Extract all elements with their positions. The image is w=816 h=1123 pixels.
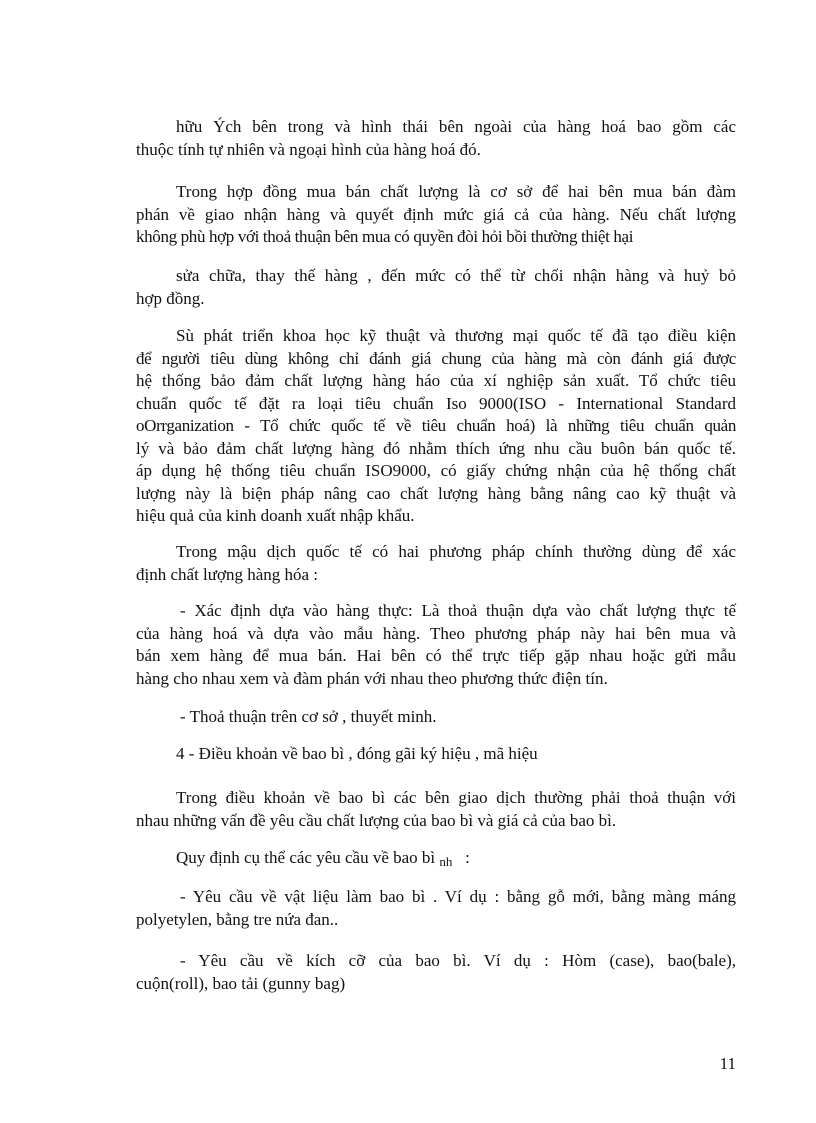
text-line: - Thoả thuận trên cơ sở , thuyết minh. (180, 707, 437, 726)
text-line: lý và bảo đảm chất lượng hàng đó nhằm thích ứng nhu cầu buôn bán quốc tế. (136, 438, 736, 458)
text-line: nhau những vấn đề yêu cầu chất lượng của bao bì và giá cả của bao bì. (136, 810, 617, 830)
text-line: hàng cho nhau xem và đàm phán với nhau theo phương thức điện tín. (136, 668, 608, 688)
text-line: phán về giao nhận hàng và quyết định mức giá cả của hàng. Nếu chất lượng (136, 204, 736, 224)
text-tail: : (465, 848, 470, 867)
text-main: Quy định cụ thể các yêu cầu về bao bì (176, 848, 436, 867)
paragraph-1 (136, 116, 736, 161)
text-line (176, 847, 470, 871)
paragraph-3 (136, 265, 736, 310)
section-heading-4 (176, 743, 538, 766)
page-number: 11 (719, 1054, 736, 1073)
paragraph-6 (136, 600, 736, 690)
text-line: sửa chữa, thay thế hàng , đến mức có thể từ chối nhận hàng và huỷ bỏ (176, 266, 736, 285)
text-line: Trong điều khoản về bao bì các bên giao dịch thường phải thoả thuận với (176, 788, 736, 807)
text-subscript: nh (439, 854, 453, 869)
heading-text: 4 - Điều khoản về bao bì , đóng gãi ký hiệu , mã hiệu (176, 744, 538, 763)
text-line: chuẩn quốc tế đặt ra loại tiêu chuẩn Iso 9000(ISO - International Standard (136, 393, 736, 413)
paragraph-11 (136, 950, 736, 995)
text-line: thuộc tính tự nhiên và ngoại hình của hàng hoá đó. (136, 139, 481, 159)
text-line: - Yêu cầu về kích cỡ của bao bì. Ví dụ : Hòm (case), bao(bale), (180, 951, 736, 970)
paragraph-7 (180, 706, 437, 729)
text-line: bán xem hàng để mua bán. Hai bên có thể trực tiếp gặp nhau hoặc gửi mẫu (136, 646, 736, 665)
text-line: polyetylen, bằng tre nứa đan.. (136, 909, 339, 929)
text-line: không phù hợp với thoả thuận bên mua có quyền đòi hỏi bồi thường thiệt hại (136, 227, 634, 246)
text-line: - Yêu cầu về vật liệu làm bao bì . Ví dụ : bằng gỗ mới, bằng màng máng (180, 887, 736, 906)
text-line: Sù phát triển khoa học kỹ thuật và thương mại quốc tế đã tạo điều kiện (176, 326, 736, 345)
text-line: hiệu quả của kinh doanh xuất nhập khẩu. (136, 506, 415, 525)
text-line: - Xác định dựa vào hàng thực: Là thoả thuận dựa vào chất lượng thực tế (180, 601, 736, 620)
paragraph-10 (136, 886, 736, 931)
paragraph-8 (136, 787, 736, 832)
text-line: hợp đồng. (136, 288, 205, 308)
text-line: hệ thống bảo đảm chất lượng hàng háo của xí nghiệp sản xuất. Tổ chức tiêu (136, 371, 736, 390)
text-line: định chất lượng hàng hóa : (136, 564, 319, 584)
text-line: áp dụng hệ thống tiêu chuẩn ISO9000, có giấy chứng nhận của hệ thống chất (136, 461, 736, 480)
paragraph-4 (136, 325, 736, 528)
paragraph-5 (136, 541, 736, 586)
text-line: Trong hợp đồng mua bán chất lượng là cơ sở để hai bên mua bán đàm (176, 182, 736, 201)
text-line: hữu Ých bên trong và hình thái bên ngoài của hàng hoá bao gồm các (176, 117, 736, 136)
text-line: oOrrganization - Tổ chức quốc tế về tiêu chuẩn hoá) là những tiêu chuẩn quản (136, 416, 736, 435)
text-line: để người tiêu dùng không chỉ đánh giá chung của hàng mà còn đánh giá được (136, 348, 736, 368)
paragraph-9 (176, 847, 470, 871)
text-line: Trong mậu dịch quốc tế có hai phương pháp chính thường dùng để xác (176, 542, 736, 561)
paragraph-2 (136, 181, 736, 249)
text-line: cuộn(roll), bao tải (gunny bag) (136, 973, 346, 993)
text-line: của hàng hoá và dựa vào mẫu hàng. Theo phương pháp này hai bên mua và (136, 623, 736, 643)
text-line: lượng này là biện pháp nâng cao chất lượng hàng bằng nâng cao kỹ thuật và (136, 483, 736, 503)
